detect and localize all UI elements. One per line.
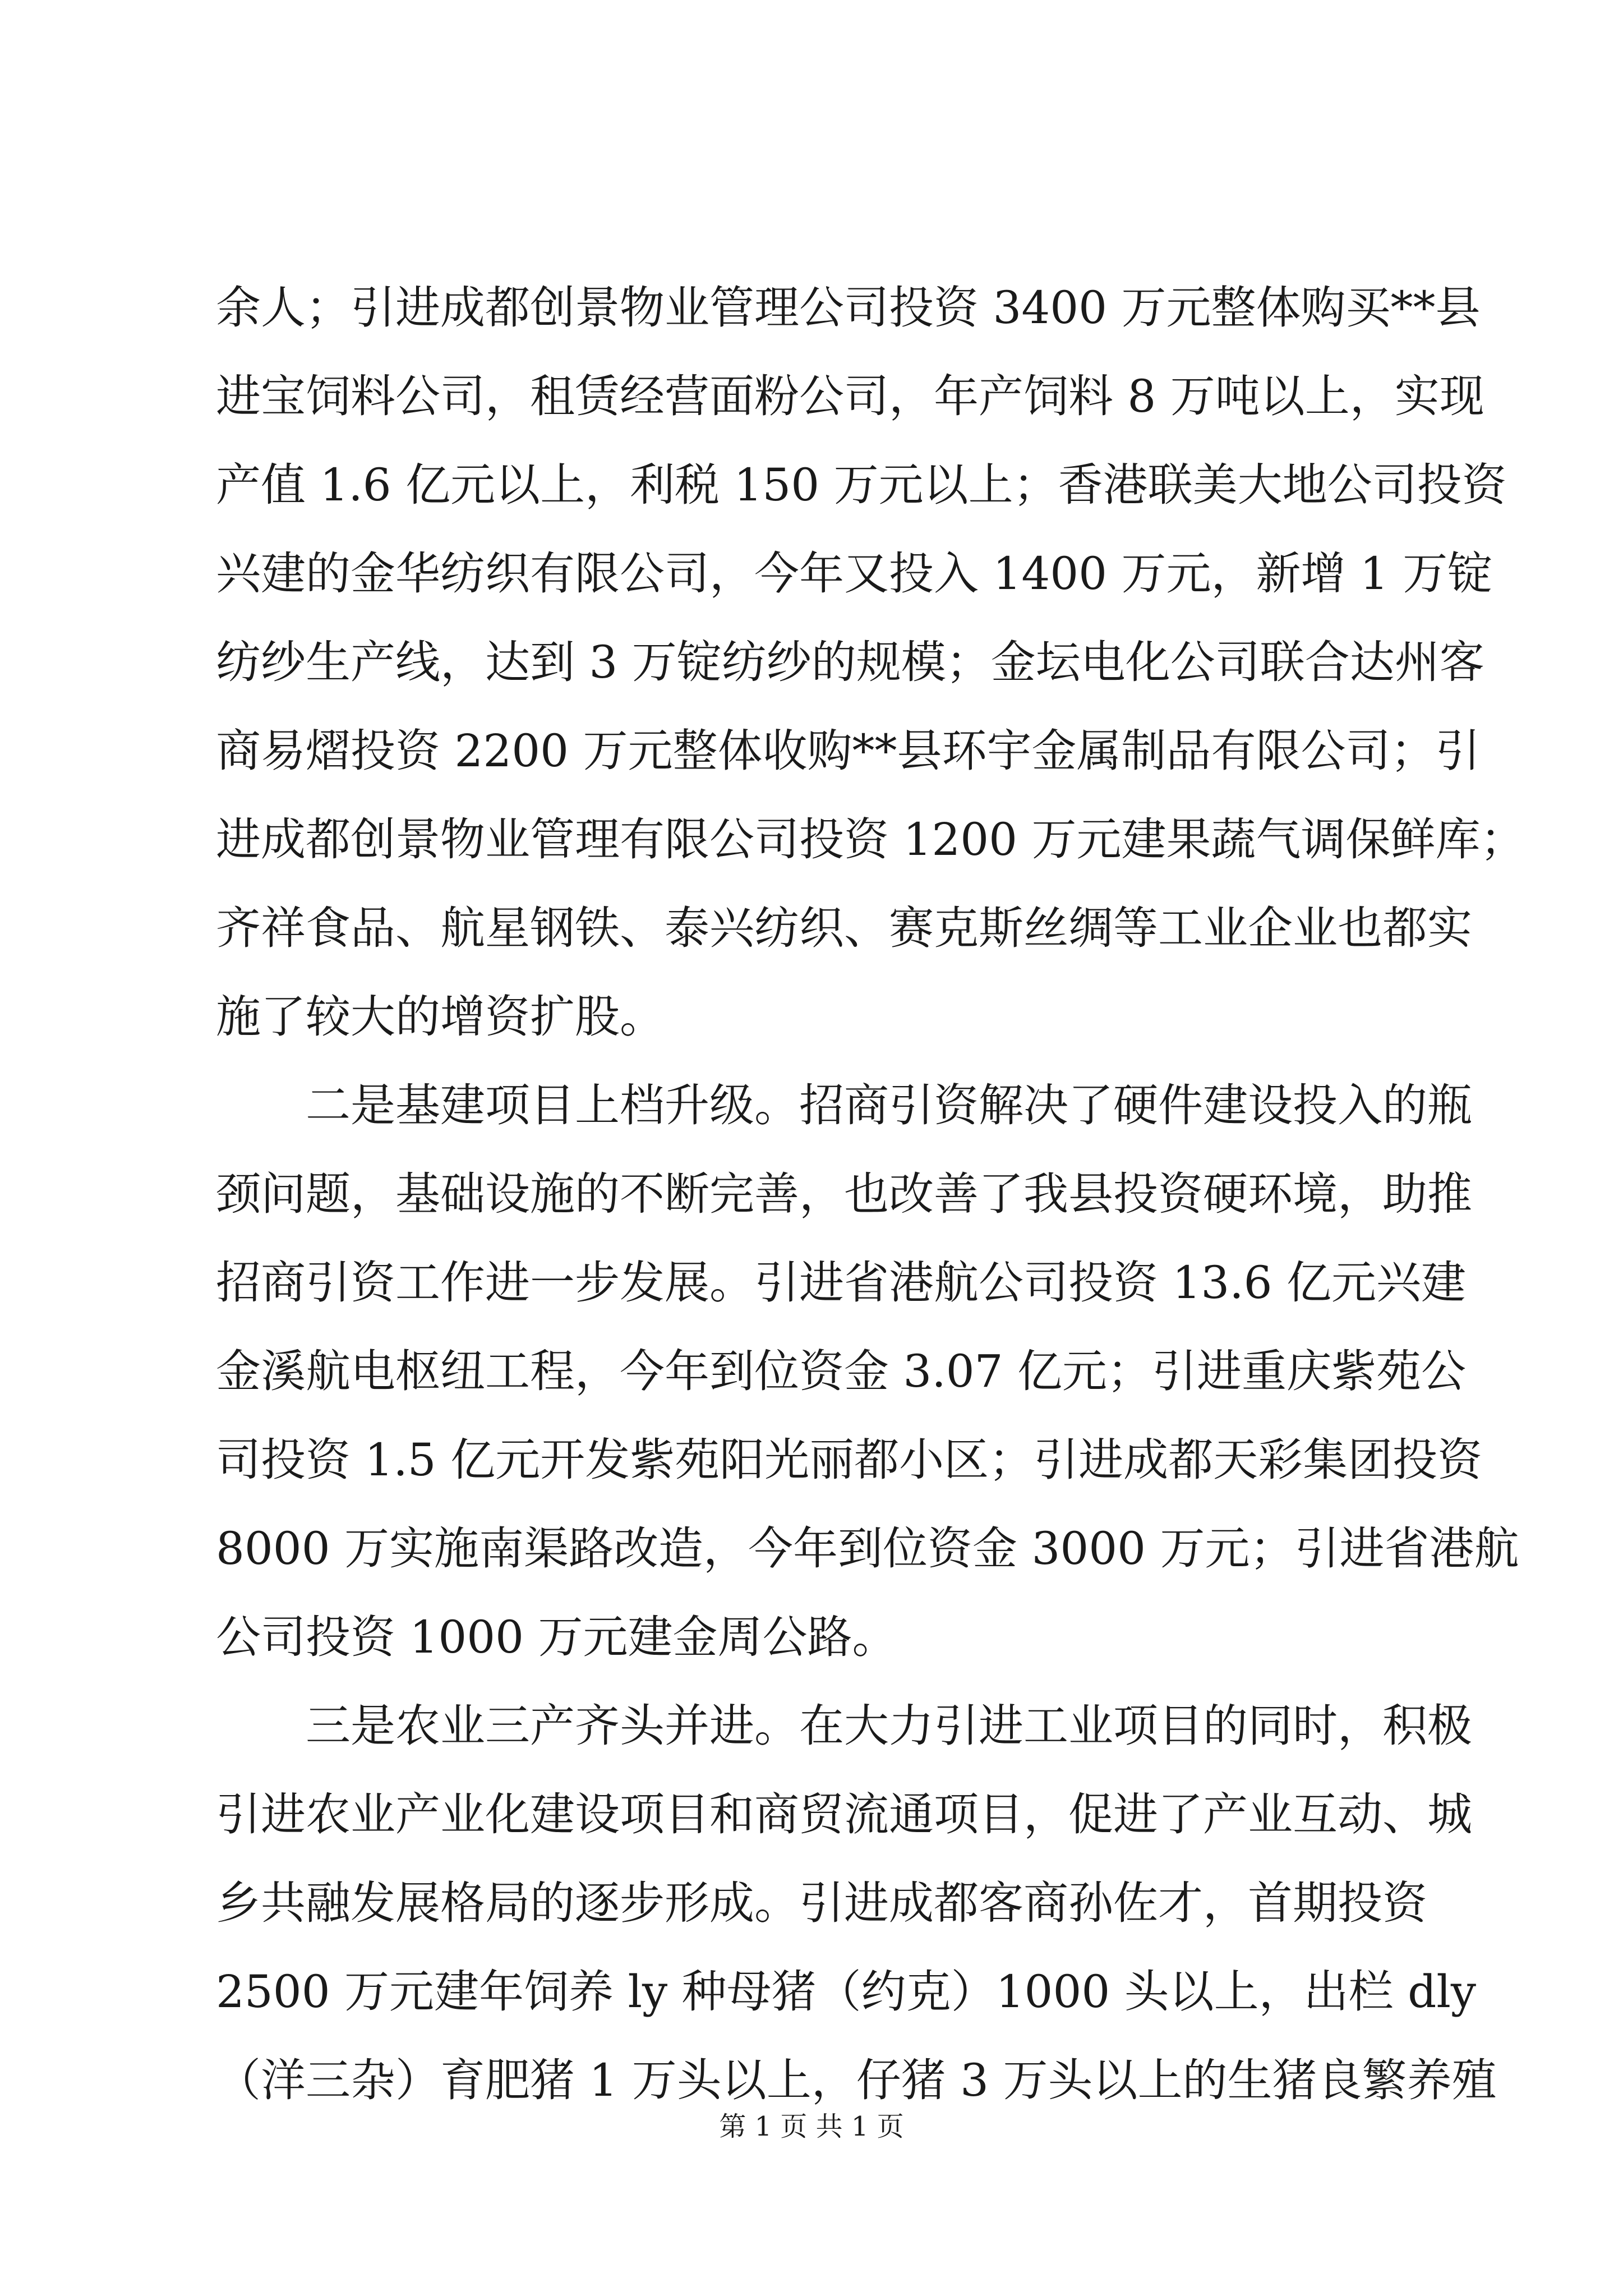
text-line: 兴建的金华纺织有限公司，今年又投入 1400 万元，新增 1 万锭: [216, 547, 1493, 600]
text-line: 商易熠投资 2200 万元整体收购**县环宇金属制品有限公司；引: [216, 725, 1481, 777]
text-line: 进宝饲料公司，租赁经营面粉公司，年产饲料 8 万吨以上，实现: [216, 370, 1484, 422]
text-line: 引进农业产业化建设项目和商贸流通项目，促进了产业互动、城: [216, 1788, 1472, 1841]
text-line: 三是农业三产齐头并进。在大力引进工业项目的同时，积极: [216, 1700, 1472, 1752]
text-line: 齐祥食品、航星钢铁、泰兴纺织、赛克斯丝绸等工业企业也都实: [216, 902, 1472, 954]
page-footer: 第 1 页 共 1 页: [719, 2111, 904, 2142]
text-line: 招商引资工作进一步发展。引进省港航公司投资 13.6 亿元兴建: [216, 1257, 1466, 1309]
text-line: 2500 万元建年饲养 ly 种母猪（约克）1000 头以上，出栏 dly: [216, 1966, 1477, 2018]
text-line: 颈问题，基础设施的不断完善，也改善了我县投资硬环境，助推: [216, 1168, 1472, 1220]
document-body: [216, 264, 1525, 2125]
text-line: 乡共融发展格局的逐步形成。引进成都客商孙佐才，首期投资: [216, 1877, 1427, 1929]
text-line: 进成都创景物业管理有限公司投资 1200 万元建果蔬气调保鲜库；: [216, 813, 1525, 866]
text-line: 司投资 1.5 亿元开发紫苑阳光丽都小区；引进成都天彩集团投资: [216, 1434, 1483, 1486]
text-line: （洋三杂）育肥猪 1 万头以上，仔猪 3 万头以上的生猪良繁养殖: [216, 2054, 1497, 2106]
text-line: 纺纱生产线，达到 3 万锭纺纱的规模；金坛电化公司联合达州客: [216, 636, 1484, 688]
text-line: 金溪航电枢纽工程，今年到位资金 3.07 亿元；引进重庆紫苑公: [216, 1345, 1466, 1397]
text-line: 余人；引进成都创景物业管理公司投资 3400 万元整体购买**县: [216, 282, 1481, 334]
text-line: 产值 1.6 亿元以上，利税 150 万元以上；香港联美大地公司投资: [216, 459, 1507, 511]
text-line: 施了较大的增资扩股。: [216, 991, 665, 1043]
text-line: 二是基建项目上档升级。招商引资解决了硬件建设投入的瓶: [216, 1079, 1472, 1131]
text-line: 公司投资 1000 万元建金周公路。: [216, 1611, 897, 1663]
text-line: 8000 万实施南渠路改造，今年到位资金 3000 万元；引进省港航: [216, 1522, 1519, 1575]
